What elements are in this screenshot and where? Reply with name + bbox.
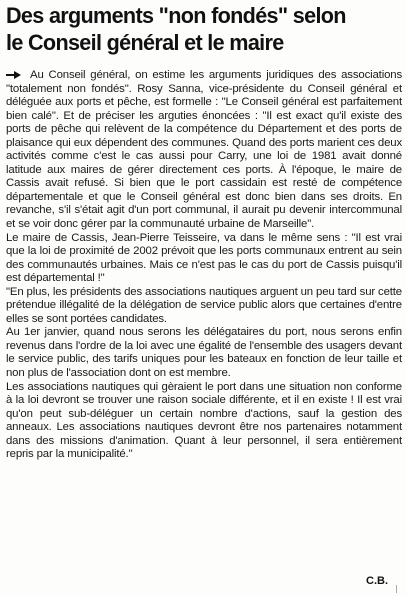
headline-line-2: le Conseil général et le maire — [6, 30, 284, 55]
arrow-bullet-icon — [6, 71, 22, 79]
author-signature: C.B. — [366, 575, 388, 587]
paragraph-5: Les associations nautiques qui gèraient le port dans une situation non conforme à la loi devront se trouver une raison sociale différente, et il en existe ! Il est vrai qu'on peut sub-déléguer un certain nombre d'actions, sauf la gestion des anneaux. Les associations nautiques devront être nos partenaires notamment dans des missions d'animation. Quant à leur personnel, il sera entièrement repris par la municipalité." — [6, 380, 402, 461]
headline-line-1: Des arguments "non fondés" selon — [6, 3, 346, 28]
page-edge-mark — [396, 585, 402, 593]
paragraph-4: Au 1er janvier, quand nous serons les délégataires du port, nous serons enfin revenus dans l'ordre de la loi avec une égalité de l'ensemble des usagers devant le service public, des tarifs uniques pour les bateaux en fonction de leur taille et non plus de l'association dont on est membre. — [6, 326, 402, 380]
article-body — [6, 69, 402, 462]
paragraph-1 — [6, 69, 402, 232]
paragraph-3: "En plus, les présidents des associations nautiques arguent un peu tard sur cette prétendue illégalité de la délégation de service public alors que certaines d'entre elles se sont portées candidates. — [6, 285, 402, 325]
article-headline — [6, 2, 388, 56]
paragraph-2: Le maire de Cassis, Jean-Pierre Teisseire, va dans le même sens : "Il est vrai que la loi de proximité de 2002 prévoit que les ports communaux entrent au sein des communautés urbaines. Mais ce n'est pas le cas du port de Cassis puisqu'il est départemental !" — [6, 231, 402, 285]
paragraph-1-text: Au Conseil général, on estime les arguments juridiques des associations "totalement non fondés". Rosy Sanna, vice-présidente du Conseil général et déléguée aux ports et pêche, est formelle : "Le Conseil général est parfaitement bien calé". Et de préciser les arguties énoncées : "Il est exact qu'il existe des ports de pêche qui relèvent de la compétence du Département et des ports de plaisance qui eux dépendent des communes. Quand des ports marient ces deux activités comme c'est le cas aussi pour Carry, une loi de 1981 avait donné latitude aux maires de gérer directement ces ports. À l'époque, le maire de Cassis avait refusé. Si bien que le port cassidain est resté de compétence départementale et que le Conseil général est donc bien dans ses droits. En revanche, s'il s'était agit d'un port communal, il aurait pu devenir intercommunal et se voir donc gérer par la communauté urbaine de Marseille". — [6, 69, 402, 231]
